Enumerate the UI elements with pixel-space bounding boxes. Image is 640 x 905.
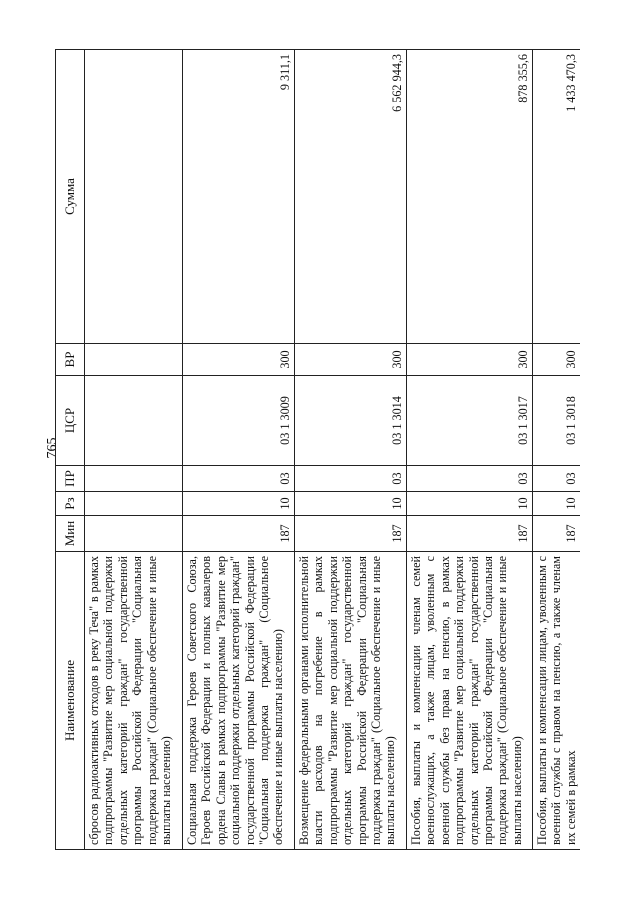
budget-table [55,49,580,850]
header-vr: ВР [56,344,85,376]
rotated-page-content [55,50,577,850]
row-csr [85,376,183,466]
header-sum: Сумма [56,50,85,344]
row-sum [85,50,183,344]
row-rz: 10 [533,492,581,516]
row-pr: 03 [407,466,533,492]
header-min: Мин [56,516,85,552]
row-rz: 10 [183,492,295,516]
table-row [183,50,295,850]
row-name: Социальная поддержка Героев Советского Союза, Героев Российской Федерации и полных кавалеров ордена Славы в рамках подпрограммы "Развитие мер социальной поддержки отдельных категорий граждан" государственной программы Российской Федерации "Социальная поддержка граждан" (Социальное обеспечение и иные выплаты населению) [183,552,295,850]
row-rz [85,492,183,516]
row-csr: 03 1 3009 [183,376,295,466]
table-row [295,50,407,850]
row-csr: 03 1 3014 [295,376,407,466]
row-min: 187 [183,516,295,552]
row-min: 187 [295,516,407,552]
row-pr: 03 [183,466,295,492]
row-name: Пособия, выплаты и компенсации лицам, уволенным с военной службы с правом на пенсию, а также членам их семей в рамках [533,552,581,850]
table-row [533,50,581,850]
header-pr: ПР [56,466,85,492]
row-rz: 10 [407,492,533,516]
row-pr [85,466,183,492]
row-pr: 03 [295,466,407,492]
row-min: 187 [533,516,581,552]
header-rz: Рз [56,492,85,516]
row-sum: 1 433 470,3 [533,50,581,344]
row-vr: 300 [295,344,407,376]
row-name: Возмещение федеральными органами исполнительной власти расходов на погребение в рамках подпрограммы "Развитие мер социальной поддержки отдельных категорий граждан" государственной программы Российской Федерации "Социальная поддержка граждан" (Социальное обеспечение и иные выплаты населению) [295,552,407,850]
row-rz: 10 [295,492,407,516]
row-name: Пособия, выплаты и компенсации членам семей военнослужащих, а также лицам, уволенным с военной службы без права на пенсию, в рамках подпрограммы "Развитие мер социальной поддержки отдельных категорий граждан" государственной программы Российской Федерации "Социальная поддержка граждан" (Социальное обеспечение и иные выплаты населению) [407,552,533,850]
header-csr: ЦСР [56,376,85,466]
page-number: 765 [45,437,60,459]
row-csr: 03 1 3018 [533,376,581,466]
row-vr: 300 [183,344,295,376]
row-csr: 03 1 3017 [407,376,533,466]
row-pr: 03 [533,466,581,492]
row-sum: 9 311,1 [183,50,295,344]
row-sum: 6 562 944,3 [295,50,407,344]
row-vr: 300 [407,344,533,376]
table-row [85,50,183,850]
table-row [407,50,533,850]
header-name: Наименование [56,552,85,850]
row-name: сбросов радиоактивных отходов в реку Теча" в рамках подпрограммы "Развитие мер социальной поддержки отдельных категорий граждан" государственной программы Российской Федерации "Социальная поддержка граждан" (Социальное обеспечение и иные выплаты населению) [85,552,183,850]
row-min [85,516,183,552]
row-sum: 878 355,6 [407,50,533,344]
table-header-row [56,50,85,850]
row-min: 187 [407,516,533,552]
row-vr [85,344,183,376]
row-vr: 300 [533,344,581,376]
